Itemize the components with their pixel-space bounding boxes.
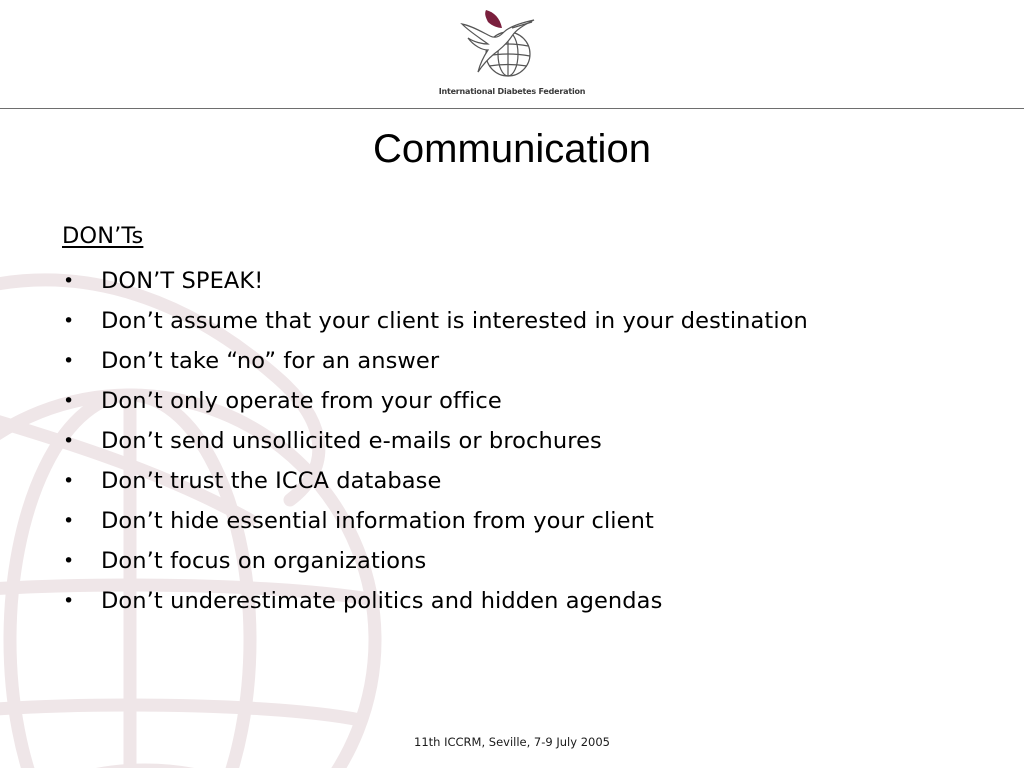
header-divider <box>0 108 1024 109</box>
list-item-text: Don’t focus on organizations <box>101 547 427 574</box>
bullet-icon: • <box>63 389 75 412</box>
bullet-icon: • <box>63 349 75 372</box>
slide-footer: 11th ICCRM, Seville, 7-9 July 2005 <box>414 735 610 749</box>
bullet-icon: • <box>63 509 75 532</box>
list-item <box>62 421 982 461</box>
list-item-text: Don’t underestimate politics and hidden agendas <box>101 587 663 614</box>
bullet-icon: • <box>63 549 75 572</box>
hummingbird-globe-icon <box>448 6 548 80</box>
list-item <box>62 541 982 581</box>
bullet-icon: • <box>63 469 75 492</box>
list-item <box>62 381 982 421</box>
bullet-icon: • <box>63 589 75 612</box>
list-item-text: Don’t only operate from your office <box>101 387 502 414</box>
list-item-text: Don’t hide essential information from your client <box>101 507 654 534</box>
section-heading: DON’Ts <box>62 223 144 249</box>
list-item <box>62 301 982 341</box>
list-item-text: Don’t trust the ICCA database <box>101 467 442 494</box>
list-item <box>62 501 982 541</box>
list-item <box>62 261 982 301</box>
bullet-icon: • <box>63 429 75 452</box>
list-item-text: DON’T SPEAK! <box>101 267 264 294</box>
list-item-text: Don’t send unsollicited e-mails or brochures <box>101 427 602 454</box>
bullet-icon: • <box>63 309 75 332</box>
bullet-list <box>62 261 982 621</box>
organization-name: International Diabetes Federation <box>438 87 586 96</box>
list-item-text: Don’t take “no” for an answer <box>101 347 440 374</box>
slide-content <box>62 221 982 621</box>
bullet-icon: • <box>63 269 75 292</box>
list-item <box>62 461 982 501</box>
list-item <box>62 581 982 621</box>
list-item <box>62 341 982 381</box>
list-item-text: Don’t assume that your client is interested in your destination <box>101 307 808 334</box>
slide-title: Communication <box>373 127 651 171</box>
